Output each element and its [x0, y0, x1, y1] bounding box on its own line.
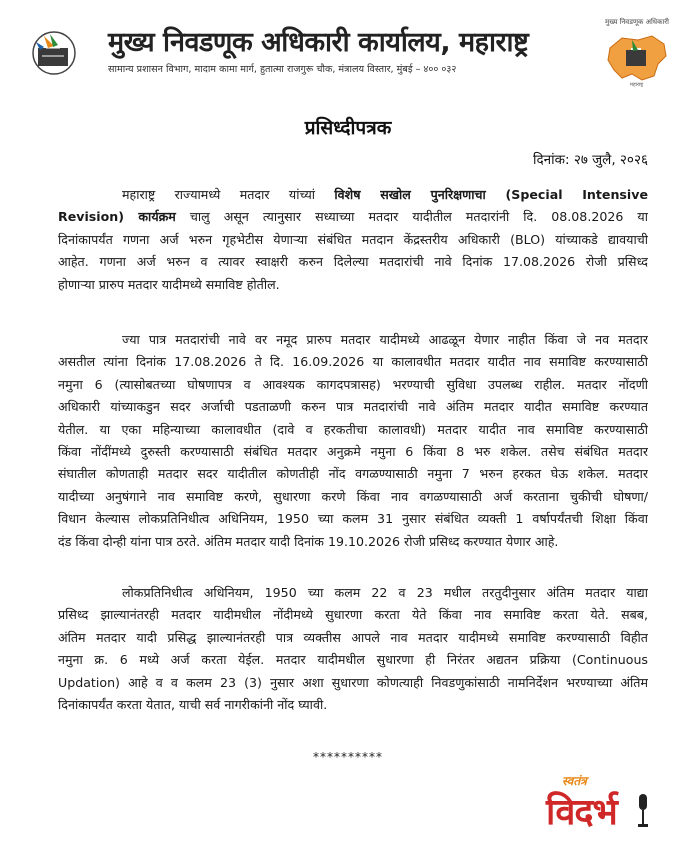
swatantra-vidarbha-watermark	[540, 772, 652, 838]
para3-line: अंतिम मतदार यादी प्रसिद्ध झाल्यानंतरही पात्र व्यक्तीस आपले नाव मतदार यादीमध्ये समाविष्ट करण्यासाठी विहीत	[58, 629, 648, 645]
paragraph-2	[58, 329, 648, 553]
logo-right-caption: मुख्य निवडणूक अधिकारी	[605, 18, 669, 26]
office-title: मुख्य निवडणूक अधिकारी कार्यालय, महाराष्ट्र	[108, 27, 529, 58]
logo-right-state: महाराष्ट्र	[630, 82, 644, 88]
para2-line: नमुना 6 (त्यासोबतच्या घोषणापत्र व आवश्यक कागदपत्रासह) भरण्याची सुविधा उपलब्ध राहील. मतदार नोंदणी	[58, 376, 648, 392]
para2-line: ज्या पात्र मतदारांची नावे वर नमूद प्रारुप मतदार यादीमध्ये आढळून येणार नाहीत किंवा जे नव मतदार	[122, 332, 648, 347]
para3-line: नमुना क्र. 6 मध्ये अर्ज करता येईल. मतदार यादीमधील सुधारणा ही निरंतर अद्यतन प्रक्रिया (Continuous	[58, 652, 648, 668]
para1-line: Revision) कार्यक्रम चालु असून त्यानुसार सध्याच्या मतदार यादीतील मतदारांनी दि. 08.08.2026 या	[58, 209, 648, 225]
para3-line: प्रसिध्द झाल्यानंतरही मतदार यादीमधील नोंदीमध्ये सुधारणा करता येते किंवा नाव समाविष्ट करता येते. सबब,	[58, 607, 648, 623]
para1-line: दिनांकापर्यंत गणना अर्ज भरुन गृहभेटीस येणाऱ्या संबंधित मतदान केंद्रस्तरीय अधिकारी (BLO) यांच्याकडे द्यावयाची	[58, 231, 648, 247]
para1-line: आहेत. गणना अर्ज भरुन व त्यावर स्वाक्षरी करुन दिलेल्या मतदारांची नावे दिनांक 17.08.2026 रोजी प्रसिध्द	[58, 254, 648, 270]
paragraph-3	[58, 582, 648, 716]
para3-line: दिनांकापर्यंत करता येतात, याची सर्व नागरीकांनी नोंद घ्यावी.	[58, 697, 328, 713]
watermark-top-text: स्वतंत्र	[562, 774, 587, 788]
para3-line: लोकप्रतिनिधीत्व अधिनियम, 1950 च्या कलम 22 व 23 मधील तरतुदीनुसार अंतिम मतदार याद्या	[122, 585, 648, 600]
ballot-box-logo-icon	[24, 30, 84, 76]
para1-line: महाराष्ट्र राज्यामध्ये मतदार यांच्यां विशेष सखोल पुनरिक्षणाचा (Special Intensive	[122, 187, 648, 202]
para3-line: Updation) आहे व व कलम 23 (3) नुसार अशा सुधारणा कोणत्याही निवडणुकांसाठी नामनिर्देशन भरण्याच्या अंतिम	[58, 674, 648, 690]
maharashtra-map-icon	[602, 30, 672, 86]
para2-line: दंड किंवा दोन्ही यांना पात्र ठरते. अंतिम मतदार यादी दिनांक 19.10.2026 रोजी प्रसिध्द करण्यात येणार आहे.	[58, 533, 559, 549]
para2-line: संघातील कोणताही मतदार सदर यादीतील कोणतीही नोंद वगळण्यासाठी नमुना 7 भरुन हरकत घेऊ शकेल. मतदार	[58, 466, 648, 482]
para2-line: यादीच्या अनुषंगाने नाव समाविष्ट करणे, सुधारणा करणे किंवा नाव वगळण्यासाठी अर्ज करताना चुकीची घोषणा/	[58, 488, 648, 504]
end-marker: **********	[313, 750, 383, 764]
document-title: प्रसिध्दीपत्रक	[304, 117, 392, 139]
para2-line: किंवा नोंदींमध्ये दुरुस्ती करण्यासाठी संबंधित मतदार अनुक्रमे नमुना 6 किंवा 8 भरु शकेल. तसेच संबंधित मतदार	[58, 444, 648, 460]
para2-line: असतील त्यांना दिनांक 17.08.2026 ते दि. 16.09.2026 या कालावधीत मतदार यादीत नाव समाविष्ट करण्यासाठी	[58, 354, 648, 370]
para2-line: येतील. या एका महिन्याच्या कालावधीत (दावे व हरकतीचा कालावधी) मतदार यादीत नाव समाविष्ट करण्यासाठी	[58, 421, 648, 437]
watermark-main-text: विदर्भ	[546, 792, 617, 833]
microphone-icon	[636, 794, 650, 830]
para2-line: अधिकारी यांच्याकडुन सदर अर्जाची पडताळणी करुन पात्र मतदारांची नावे अंतिम मतदार यादीत समाविष्ट करण्यात	[58, 399, 648, 415]
maharashtra-ceo-logo	[598, 18, 676, 90]
para2-line: विधान केल्यास लोकप्रतिनिधीत्व अधिनियम, 1950 च्या कलम 31 नुसार संबंधित व्यक्ती 1 वर्षापर्यंतची शिक्षा किंवा	[58, 511, 648, 527]
office-address: सामान्य प्रशासन विभाग, मादाम कामा मार्ग, हुतात्मा राजगुरू चौक, मंत्रालय विस्तार, मुंबई – ४०० ०३२	[108, 64, 457, 75]
document-date: दिनांक: २७ जुलै, २०२६	[532, 152, 648, 168]
para1-line: होणाऱ्या प्रारुप मतदार यादीमध्ये समाविष्ट होतील.	[58, 276, 280, 292]
letterhead	[0, 0, 696, 96]
paragraph-1	[58, 184, 648, 296]
